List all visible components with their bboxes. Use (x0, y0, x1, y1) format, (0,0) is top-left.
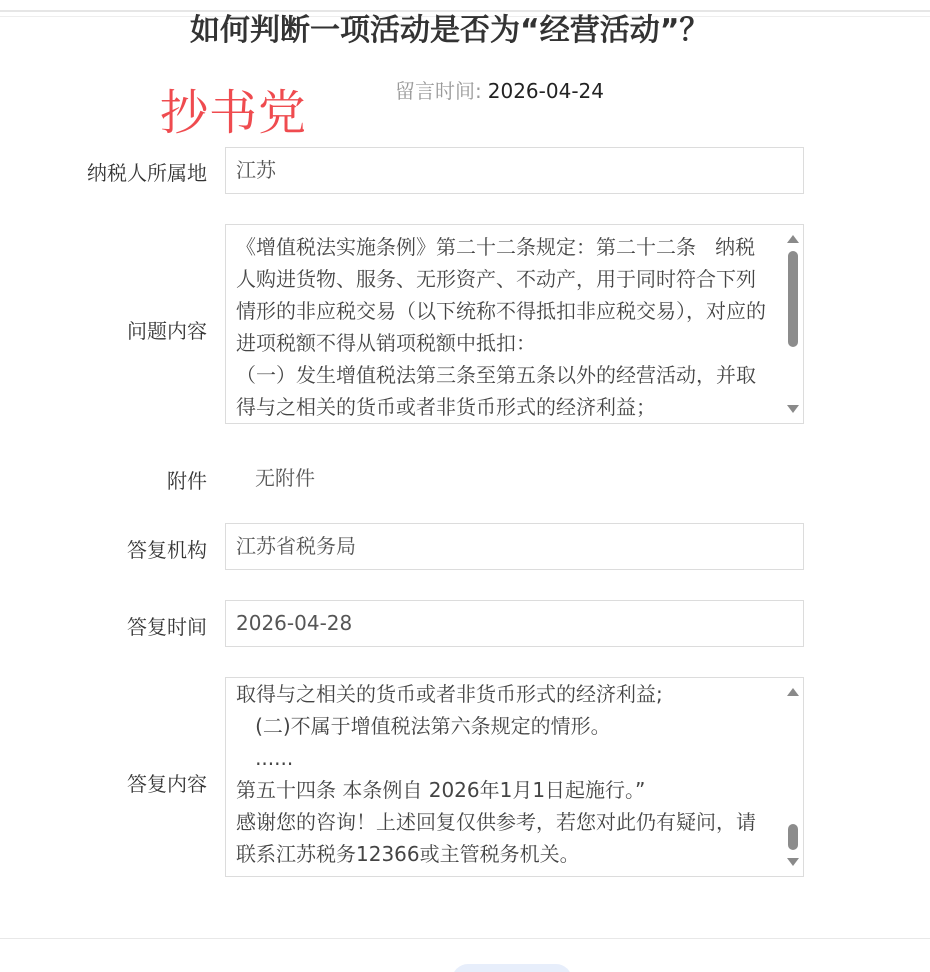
attachment-value: 无附件 (255, 466, 315, 490)
reply-paragraph: ...... (236, 746, 294, 770)
reply-text (236, 678, 769, 870)
message-time (395, 78, 604, 104)
watermark-text: 抄书党 (160, 85, 308, 141)
question-textarea[interactable] (225, 224, 804, 424)
message-time-label: 留言时间: (395, 79, 482, 103)
question-paragraph: 《增值税法实施条例》第二十二条规定：第二十二条 纳税人购进货物、服务、无形资产、不动产，用于同时符合下列情形的非应税交易（以下统称不得抵扣非应税交易），对应的进项税额不得从销项税额中抵扣： (236, 235, 766, 355)
reply-paragraph: (二)不属于增值税法第六条规定的情形。 (236, 714, 611, 738)
scroll-thumb[interactable] (788, 824, 798, 850)
reply-time-field[interactable]: 2026-04-28 (225, 600, 804, 647)
message-time-value: 2026-04-24 (487, 79, 604, 103)
question-text (236, 231, 769, 423)
reply-org-label: 答复机构 (127, 538, 207, 562)
reply-paragraph: 第五十四条 本条例自 2026年1月1日起施行。” (236, 778, 646, 802)
scroll-up-arrow-icon[interactable] (783, 682, 803, 702)
bottom-action-button[interactable] (452, 964, 572, 972)
scroll-down-arrow-icon[interactable] (783, 852, 803, 872)
scroll-down-arrow-icon[interactable] (783, 399, 803, 419)
bottom-divider (0, 938, 930, 939)
page-title: 如何判断一项活动是否为“经营活动”？ (190, 13, 710, 48)
reply-org-field[interactable]: 江苏省税务局 (225, 523, 804, 570)
reply-time-label: 答复时间 (127, 615, 207, 639)
question-scrollbar[interactable] (783, 225, 803, 423)
question-label: 问题内容 (127, 319, 207, 343)
reply-textarea[interactable] (225, 677, 804, 877)
reply-paragraph: 取得与之相关的货币或者非货币形式的经济利益; (236, 682, 663, 706)
attachment-label: 附件 (167, 469, 207, 493)
scroll-thumb[interactable] (788, 251, 798, 347)
region-field[interactable]: 江苏 (225, 147, 804, 194)
scroll-up-arrow-icon[interactable] (783, 229, 803, 249)
reply-scrollbar[interactable] (783, 678, 803, 876)
reply-content-label: 答复内容 (127, 772, 207, 796)
region-label: 纳税人所属地 (87, 161, 207, 185)
reply-paragraph: 感谢您的咨询！上述回复仅供参考，若您对此仍有疑问，请联系江苏税务12366或主管税务机关。 (236, 810, 756, 866)
question-paragraph: （一）发生增值税法第三条至第五条以外的经营活动，并取得与之相关的货币或者非货币形式的经济利益； (236, 363, 756, 419)
